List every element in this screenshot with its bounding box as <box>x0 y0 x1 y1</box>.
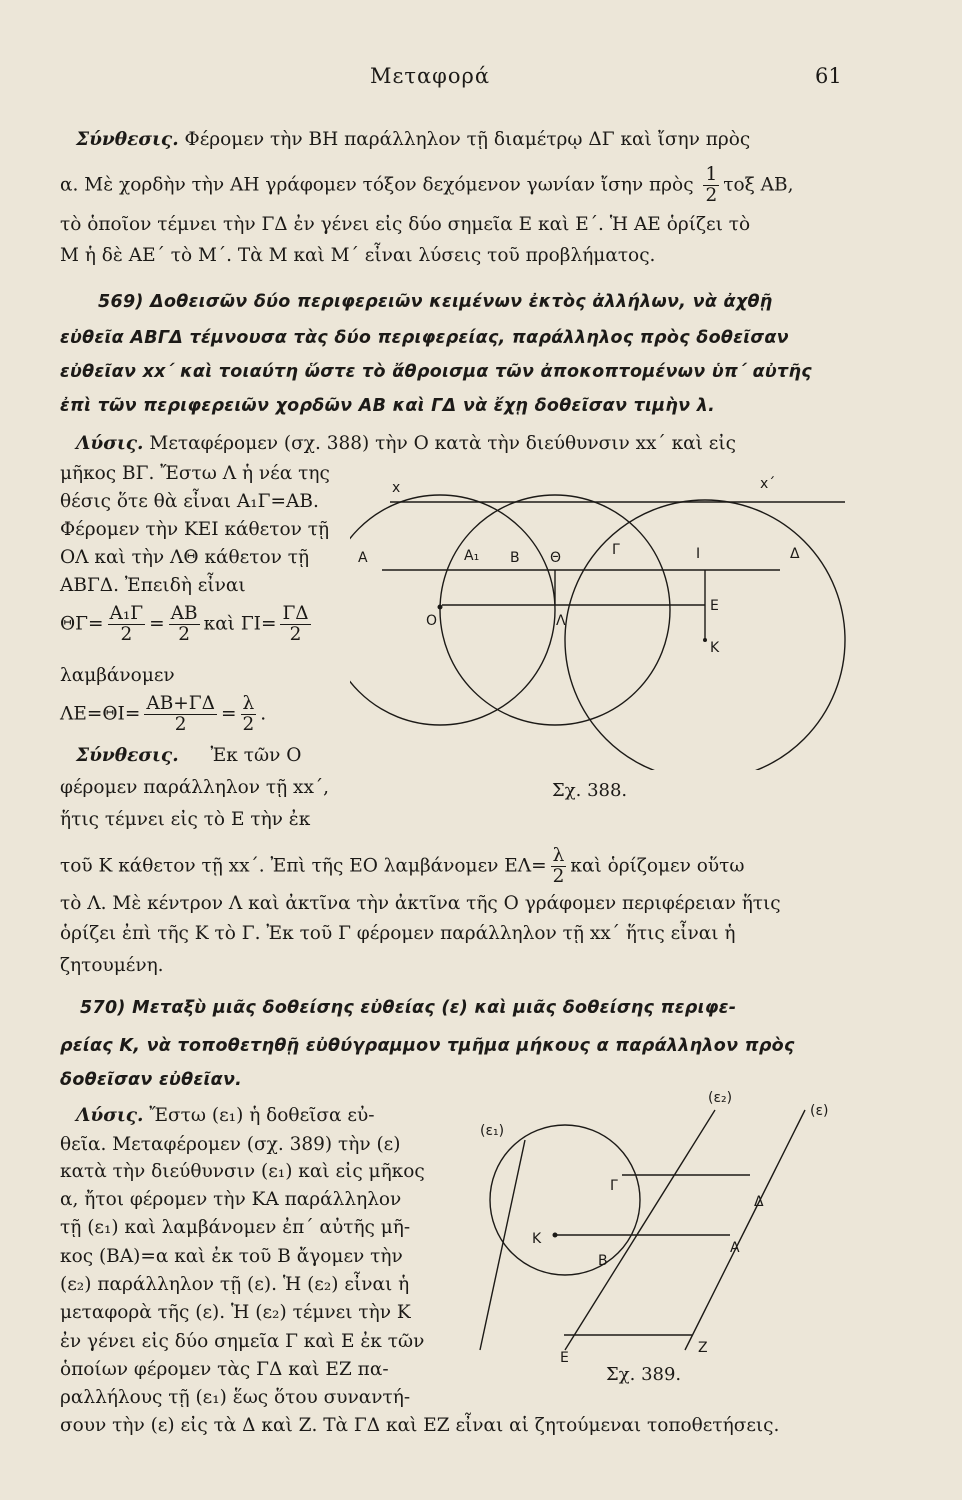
text-line: ὁρίζει ἐπὶ τῆς Κ τὸ Γ. Ἐκ τοῦ Γ φέρομεν παράλληλον τῇ xx΄ ἥτις εἶναι ἡ <box>60 923 736 944</box>
label-B: Β <box>598 1253 608 1269</box>
section-label: Σύνθεσις. <box>76 745 179 766</box>
label-e: (ε) <box>810 1103 829 1119</box>
label-Z: Ζ <box>698 1340 708 1356</box>
running-header: Μεταφορά <box>370 64 491 88</box>
label-Lambda: Λ <box>556 613 566 629</box>
text-line: σουν τὴν (ε) εἰς τὰ Δ καὶ Ζ. Τὰ ΓΔ καὶ ΕΖ εἶναι αἱ ζητούμεναι τοποθετήσεις. <box>60 1415 780 1436</box>
text-line: θεῖα. Μεταφέρομεν (σχ. 389) τὴν (ε) <box>60 1134 401 1155</box>
circle-O <box>350 495 555 725</box>
label-A: Α <box>730 1240 740 1256</box>
line-e <box>685 1110 805 1350</box>
text-line: ζητουμένη. <box>60 955 164 976</box>
text-line: (ε₂) παράλληλον τῇ (ε). Ἡ (ε₂) εἶναι ἡ <box>60 1274 410 1295</box>
line-text: α. Μὲ χορδὴν τὴν ΑΗ γράφομεν τόξον δεχόμενον γωνίαν ἴσην πρὸς <box>60 174 694 196</box>
label-B: Β <box>510 550 520 566</box>
label-E: Ε <box>560 1350 569 1365</box>
text-line: α, ἤτοι φέρομεν τὴν ΚΑ παράλληλον <box>60 1189 402 1210</box>
text-line: μῆκος ΒΓ. Ἔστω Λ ἡ νέα της <box>60 463 330 484</box>
point-K <box>703 638 707 642</box>
label-Gamma: Γ <box>610 1178 618 1194</box>
text-line: λαμβάνομεν <box>60 665 175 686</box>
label-A: Α <box>358 550 368 566</box>
label-x-prime: x΄ <box>760 476 776 492</box>
text-line <box>76 744 301 768</box>
label-O: Ο <box>426 613 438 629</box>
label-Gamma: Γ <box>612 542 620 558</box>
problem-statement: ρείας Κ, νὰ τοποθετηθῇ εὐθύγραμμον τμῆμα μήκους α παράλληλον πρὸς <box>60 1036 795 1056</box>
text-line: κατὰ τὴν διεύθυνσιν (ε₁) καὶ εἰς μῆκος <box>60 1161 425 1182</box>
figure-389 <box>470 1080 860 1365</box>
text-line: ΟΛ καὶ τὴν ΛΘ κάθετον τῇ <box>60 547 310 568</box>
text-line <box>76 1104 375 1128</box>
label-x: x <box>392 480 401 496</box>
page-number: 61 <box>815 64 842 88</box>
text-line: ΑΒΓΔ. Ἐπειδὴ εἶναι <box>60 575 246 596</box>
problem-statement: 569) Δοθεισῶν δύο περιφερειῶν κειμένων ἐκτὸς ἀλλήλων, νὰ ἀχθῇ <box>98 292 773 312</box>
point-K <box>553 1233 558 1238</box>
problem-statement: ἐπὶ τῶν περιφερειῶν χορδῶν ΑΒ καὶ ΓΔ νὰ ἔχῃ δοθεῖσαν τιμὴν λ. <box>60 396 716 416</box>
text-line: τῇ (ε₁) καὶ λαμβάνομεν ἐπ΄ αὐτῆς μῆ- <box>60 1217 411 1238</box>
text-line <box>60 165 794 206</box>
text-line: θέσις ὅτε θὰ εἶναι Α₁Γ=ΑΒ. <box>60 491 319 512</box>
section-label: Λύσις. <box>76 433 144 454</box>
line-text: Ἔστω (ε₁) ἡ δοθεῖσα εὐ- <box>149 1105 375 1126</box>
problem-statement: εὐθεῖαν xx΄ καὶ τοιαύτη ὥστε τὸ ἄθροισμα τῶν ἀποκοπτομένων ὑπ΄ αὐτῆς <box>60 362 812 382</box>
text-line: Μ ἡ δὲ ΑΕ΄ τὸ Μ΄. Τὰ Μ καὶ Μ΄ εἶναι λύσεις τοῦ προβλήματος. <box>60 245 656 266</box>
text-line: ἥτις τέμνει εἰς τὸ Ε τὴν ἐκ <box>60 809 311 830</box>
equation: ΘΓ= $\frac{\text{Α₁Γ}}{2}$ = $\frac{AB}{2}$ καὶ ΓΙ= $\frac{\Gamma\Delta}{2}$ <box>60 603 309 645</box>
figure-caption: Σχ. 388. <box>552 780 628 801</box>
line-text: Φέρομεν τὴν ΒΗ παράλληλον τῇ διαμέτρῳ ΔΓ καὶ ἴσην πρὸς <box>184 129 751 150</box>
problem-statement: δοθεῖσαν εὐθεῖαν. <box>60 1070 243 1090</box>
text-line: φέρομεν παράλληλον τῇ xx΄, <box>60 777 330 798</box>
point-O <box>438 605 443 610</box>
label-I: Ι <box>696 546 701 562</box>
line-text: τοξ ΑΒ, <box>723 174 794 196</box>
text-line: τὸ ὁποῖον τέμνει τὴν ΓΔ ἐν γένει εἰς δύο σημεῖα Ε καὶ Ε΄. Ἡ ΑΕ ὁρίζει τὸ <box>60 214 751 235</box>
text-line: κος (ΒΑ)=α καὶ ἐκ τοῦ Β ἄγομεν τὴν <box>60 1246 403 1267</box>
label-K: Κ <box>532 1231 542 1247</box>
line-e2 <box>565 1110 715 1350</box>
line-text: Ἐκ τῶν Ο <box>210 745 302 766</box>
label-A1: Α₁ <box>464 548 480 564</box>
section-label: Σύνθεσις. <box>76 129 179 150</box>
text-line <box>76 128 750 152</box>
label-e2: (ε₂) <box>708 1090 733 1106</box>
text-line: τοῦ Κ κάθετον τῇ xx΄. Ἐπὶ τῆς ΕΟ λαμβάνομεν ΕΛ= $\frac{\lambda}{2}$ καὶ ὁρίζομεν οὕτω <box>60 845 745 887</box>
label-Delta: Δ <box>754 1194 764 1210</box>
text-line: ὁποίων φέρομεν τὰς ΓΔ καὶ ΕΖ πα- <box>60 1359 389 1380</box>
line-e1 <box>480 1140 525 1350</box>
problem-statement: εὐθεῖα ΑΒΓΔ τέμνουσα τὰς δύο περιφερείας, παράλληλος πρὸς δοθεῖσαν <box>60 328 789 348</box>
text-line: ἐν γένει εἰς δύο σημεῖα Γ καὶ Ε ἐκ τῶν <box>60 1331 425 1352</box>
label-e1: (ε₁) <box>480 1123 505 1139</box>
line-text: Μεταφέρομεν (σχ. 388) τὴν Ο κατὰ τὴν διεύθυνσιν xx΄ καὶ εἰς <box>149 433 737 454</box>
equation: ΛΕ=ΘΙ= $\frac{AB+\Gamma\Delta}{2}$ = $\frac{\lambda}{2}$ . <box>60 693 267 735</box>
text-line: τὸ Λ. Μὲ κέντρον Λ καὶ ἀκτῖνα τὴν ἀκτῖνα τῆς Ο γράφομεν περιφέρειαν ἥτις <box>60 893 781 914</box>
problem-statement: 570) Μεταξὺ μιᾶς δοθείσης εὐθείας (ε) καὶ μιᾶς δοθείσης περιφε- <box>80 998 737 1018</box>
label-Theta: Θ <box>550 550 562 566</box>
figure-388 <box>350 470 850 770</box>
text-line: μεταφορὰ τῆς (ε). Ἡ (ε₂) τέμνει τὴν Κ <box>60 1302 411 1323</box>
label-K: Κ <box>710 640 720 656</box>
figure-caption: Σχ. 389. <box>606 1364 682 1385</box>
label-Delta: Δ <box>790 546 800 562</box>
text-line <box>76 432 736 456</box>
text-line: ραλλήλους τῇ (ε₁) ἕως ὅτου συναντή- <box>60 1387 411 1408</box>
text-line: Φέρομεν τὴν ΚΕΙ κάθετον τῇ <box>60 519 330 540</box>
label-E: Ε <box>710 598 719 614</box>
section-label: Λύσις. <box>76 1105 144 1126</box>
fraction: $\frac{1}{2}$ <box>705 164 718 206</box>
